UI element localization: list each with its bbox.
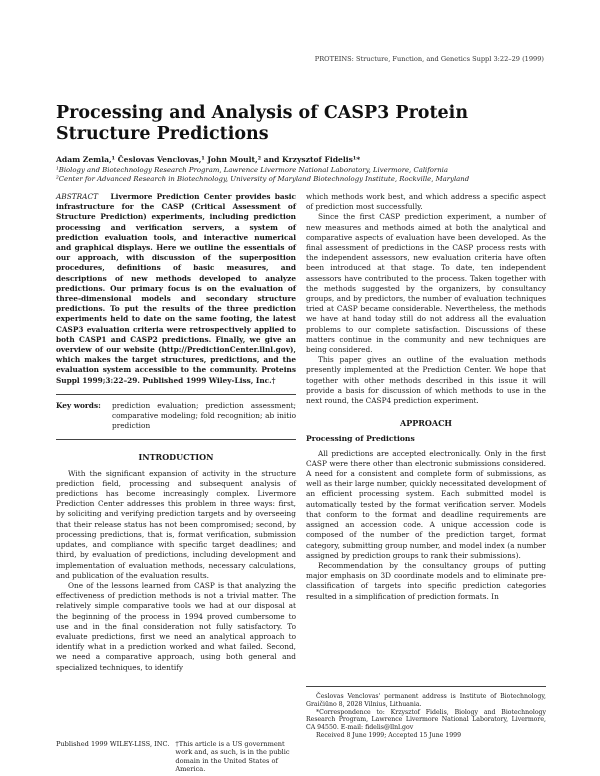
divider [56,394,296,395]
approach-paragraph: All predictions are accepted electronically. Only in the first CASP were there other than electronic submissions considered. A need for a consistent and complete form of submissions, as well as their large number, quickly necessitated development of an efficient processing system. Each submitted model is automatically tested by the format verification server. Models that conform to the format and deadline requirements are assigned an accession code. A unique accession code is composed of the number of the prediction target, format category, submitting group number, and model index (a number assigned by prediction groups to rank their submissions). [306,448,546,560]
affiliation-1: ¹Biology and Biotechnology Research Program, Lawrence Livermore National Laboratory, Livermore, California [56,166,448,174]
intro-paragraph: which methods work best, and which address a specific aspect of prediction most successfully. [306,192,546,212]
keywords [56,401,296,432]
footnote: *Correspondence to: Krzysztof Fidelis, Biology and Biotechnology Research Program, Lawrence Livermore National Laboratory, Livermore, CA 94550. E-mail: fidelis@llnl.gov [306,708,546,732]
section-heading-introduction: INTRODUCTION [138,452,214,463]
intro-paragraph: This paper gives an outline of the evaluation methods presently implemented at the Prediction Center. We hope that together with other methods described in this issue it will provide a basis for discussion of which methods to use in the next round, the CASP4 prediction experiment. [306,355,546,406]
subsection-heading: Processing of Predictions [306,434,415,444]
divider [56,439,296,440]
author-list: Adam Zemla,¹ Česlovas Venclovas,¹ John Moult,² and Krzysztof Fidelis¹* [56,155,361,164]
abstract-label: ABSTRACT [56,192,98,201]
intro-paragraph: One of the lessons learned from CASP is that analyzing the effectiveness of prediction methods is not a trivial matter. The relatively simple comparative tools we had at our disposal at the beginning of the process in 1994 proved cumbersome to use and in the final consideration not fully satisfactory. To evaluate predictions, first we need an analytical approach to identify what in a prediction worked and what failed. Second, we need a comparative approach, using both general and specialized techniques, to identify [56,580,296,672]
section-heading-approach: APPROACH [400,418,452,429]
footnote: Received 8 June 1999; Accepted 15 June 1999 [316,731,462,739]
paper-title: Processing and Analysis of CASP3 Protein Structure Predictions [56,103,469,144]
publisher-line: Published 1999 WILEY-LISS, INC. [56,740,170,748]
right-column [306,192,546,602]
approach-paragraph: Recommendation by the consultancy groups of putting major emphasis on 3D coordinate models and to eliminate pre-classification of targets into specific prediction categories resulted in a simplification of prediction formats. In [306,560,546,601]
left-column [56,192,296,673]
public-domain-note: †This article is a US government work and, as such, is in the public domain in the United States of America. [175,740,290,774]
intro-paragraph: Since the first CASP prediction experiment, a number of new measures and methods aimed at both the analytical and comparative aspects of evaluation have been developed. As the final assessment of predictions in the CASP process rests with the independent assessors, new evaluation criteria have often been introduced at that stage. To date, ten independent assessors have contributed to the process. Taken together with the methods suggested by the organizers, by consultancy groups, and by predictors, the number of evaluation techniques tried at CASP became considerable. Nevertheless, the methods we have at hand today still do not address all the evaluation problems to our complete satisfaction. Discussions of these matters continue in the community and new techniques are being considered. [306,212,546,355]
keywords-label: Key words: [56,400,101,410]
keywords-text: prediction evaluation; prediction assessment; comparative modeling; fold recognition; ab initio prediction [112,400,296,431]
running-header: PROTEINS: Structure, Function, and Genetics Suppl 3:22–29 (1999) [314,55,544,63]
abstract [56,192,296,386]
intro-paragraph: With the significant expansion of activity in the structure prediction field, processing and subsequent analysis of predictions has become increasingly complex. Livermore Prediction Center addresses this problem in three ways: first, by soliciting and verifying prediction targets and by overseeing that their release status has not been compromised; second, by processing predictions, that is, format verification, submission updates, and compliance with specific target deadlines; and third, by evaluation of predictions, including development and implementation of evaluation methods, necessary calculations, and publication of the evaluation results. [56,468,296,580]
affiliation-2: ²Center for Advanced Research in Biotechnology, University of Maryland Biotechnology Institute, Rockville, Maryland [56,175,470,183]
footnotes [306,686,546,740]
abstract-text: Livermore Prediction Center provides basic infrastructure for the CASP (Critical Assessment of Structure Prediction) experiments, including prediction processing and verification servers, a system of prediction evaluation tools, and interactive numerical and graphical displays. Here we outline the essentials of our approach, with discussion of the superposition procedures, definitions of basic measures, and descriptions of new methods developed to analyze predictions. Our primary focus is on the evaluation of three-dimensional models and secondary structure predictions. To put the results of the three prediction experiments held to date on the same footing, the latest CASP3 evaluation criteria were retrospectively applied to both CASP1 and CASP2 predictions. Finally, we give an overview of our website (http://PredictionCenter.llnl.gov), which makes the target structures, predictions, and the evaluation system accessible to the community. Proteins Suppl 1999;3:22–29. Published 1999 Wiley-Liss, Inc.† [56,192,297,385]
footnote: Česlovas Venclovas' permanent address is Institute of Biotechnology, Graičiūno 8, 2028 Vilnius, Lithuania. [306,693,546,708]
publisher-note [56,740,296,774]
